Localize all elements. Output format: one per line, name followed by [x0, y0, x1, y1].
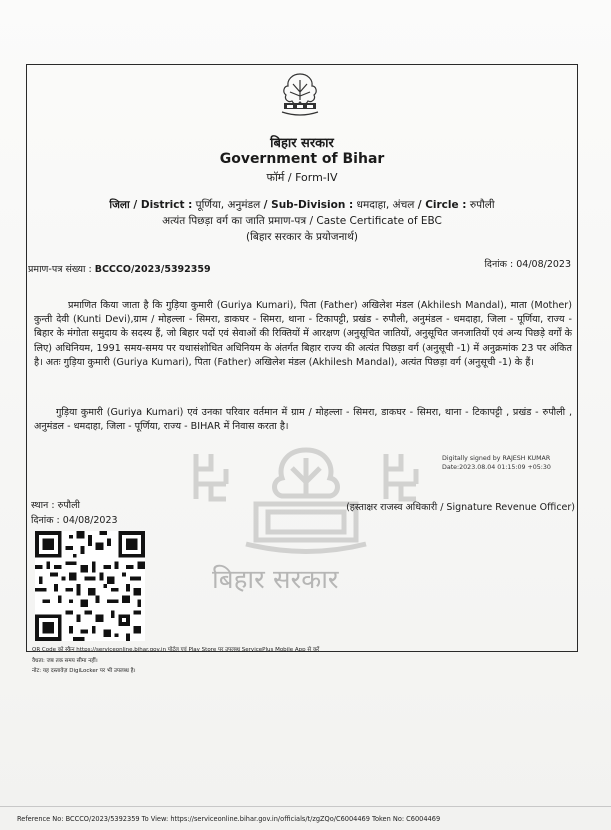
header-hindi-title: बिहार सरकार — [270, 136, 334, 151]
place-line — [31, 498, 118, 513]
state-emblem-icon — [278, 70, 322, 120]
reference-line: Reference No: BCCCO/2023/5392359 To View: https://serviceonline.bihar.gov.in/officials/t/zgZQo/C6004469 Token No: C6004469 — [17, 815, 441, 823]
form-label: फॉर्म / Form-IV — [266, 171, 338, 184]
body-paragraph-2: गुड़िया कुमारी (Guriya Kumari) एवं उनका परिवार वर्तमान में ग्राम / मोहल्ला - सिमरा, डाकघर - सिमरा, थाना - टिकापट्टी , प्रखंड - रुपौली , अनुमंडल - धमदाहा, जिला - पूर्णिया, राज्य - BIHAR में निवास करता है। — [34, 407, 572, 433]
subdivision-value: धमदाहा, अंचल — [356, 199, 415, 211]
issue-date-line — [31, 513, 118, 528]
footer-divider — [0, 806, 611, 807]
district-value: पूर्णिया, अनुमंडल — [195, 199, 261, 211]
certificate-date — [484, 257, 571, 270]
certificate-date-value: 04/08/2023 — [516, 259, 571, 270]
place-date-block — [31, 498, 118, 528]
certificate-number — [28, 262, 211, 275]
certificate-number-label: प्रमाण-पत्र संख्या : — [28, 264, 92, 275]
issue-date-label: दिनांक : — [31, 515, 60, 526]
certificate-number-value: BCCCO/2023/5392359 — [94, 264, 211, 275]
digital-signature-date: Date:2023.08.04 01:15:09 +05:30 — [442, 463, 551, 471]
footnote-validity: वैधता: जब तक समय सीमा नहीं। — [32, 658, 98, 664]
qr-code-icon[interactable] — [34, 531, 146, 641]
circle-value: रुपौली — [469, 199, 495, 211]
digital-signature-name: Digitally signed by RAJESH KUMAR — [442, 455, 551, 462]
place-label: स्थान : — [31, 500, 55, 511]
watermark-text: बिहार सरकार — [212, 565, 339, 595]
footnote-digilocker: नोट: यह दस्तावेज़ DigiLocker पर भी उपलब्ध है। — [32, 668, 136, 674]
district-label: जिला / District : — [109, 199, 193, 211]
certificate-title: अत्यंत पिछड़ा वर्ग का जाति प्रमाण-पत्र / Caste Certificate of EBC — [162, 215, 442, 227]
issue-date-value: 04/08/2023 — [62, 515, 118, 526]
certificate-date-label: दिनांक : — [484, 259, 514, 270]
district-line — [26, 198, 578, 212]
digital-signature — [442, 455, 551, 472]
footnote-qr-instructions: QR Code को स्कैन https://serviceonline.bihar.gov.in पोर्टल एवं Play Store पर उपलब्ध ServicePlus Mobile App से करें — [32, 647, 320, 653]
signature-officer: (हस्ताक्षर राजस्व अधिकारी / Signature Revenue Officer) — [346, 502, 575, 513]
header-english-title: Government of Bihar — [219, 151, 385, 167]
subdivision-label: / Sub-Division : — [263, 199, 354, 211]
body-paragraph-1: प्रमाणित किया जाता है कि गुड़िया कुमारी (Guriya Kumari), पिता (Father) अखिलेश मंडल (Akhilesh Mandal), माता (Mother) कुन्ती देवी (Kunti Devi),ग्राम / मोहल्ला - सिमरा, डाकघर - सिमरा, थाना - टिकापट्टी, प्रखंड - रुपौली, अनुमंडल - धमदाहा, जिला - पूर्णिया, राज्य - बिहार के मंगोता समुदाय के सदस्य हैं, जो बिहार पदों एवं सेवाओं की रिक्तियों में आरक्षण (अनुसूचित जातियों, अनुसूचित जनजातियों एवं अन्य पिछड़े वर्गों के लिए) अधिनियम, 1991 समय-समय पर यथासंशोधित अधिनियम के अंतर्गत बिहार राज्य की अत्यंत पिछड़ा वर्ग (अनुसूची -1) में अनुक्रमांक 23 पर अंकित है। अतः गुड़िया कुमारी (Guriya Kumari), पिता (Father) अखिलेश मंडल (Akhilesh Mandal), अत्यंत पिछड़ा वर्ग (अनुसूची -1) के हैं। — [34, 300, 572, 368]
certificate-subtitle: (बिहार सरकार के प्रयोजनार्थ) — [246, 231, 358, 243]
place-value: रुपौली — [57, 500, 81, 511]
circle-label: / Circle : — [417, 199, 467, 211]
